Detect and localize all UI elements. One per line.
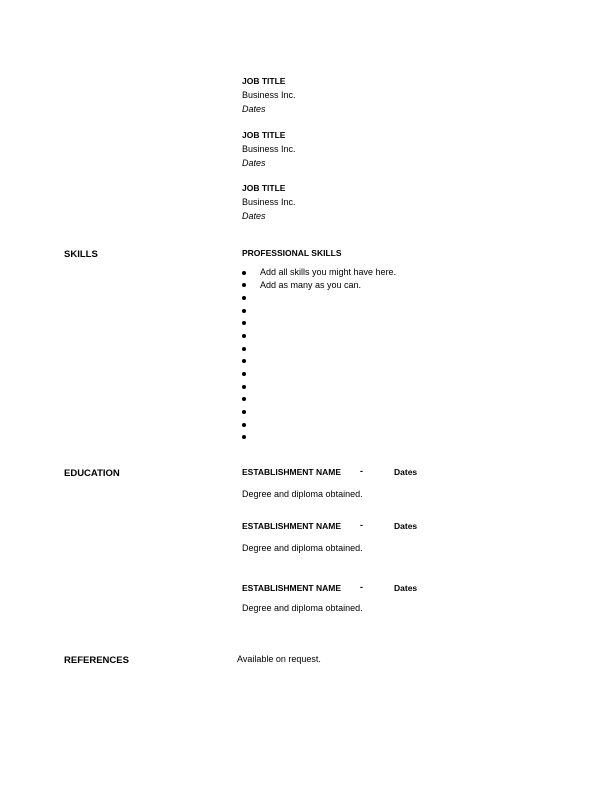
bullet-icon (242, 372, 246, 376)
references-text: Available on request. (237, 654, 321, 664)
skills-label: SKILLS (64, 249, 98, 260)
bullet-icon (242, 359, 246, 363)
establishment-name: ESTABLISHMENT NAME (242, 583, 342, 593)
degree-text: Degree and diploma obtained. (242, 489, 363, 499)
education-separator: - (360, 466, 363, 476)
job-dates: Dates (242, 104, 266, 114)
bullet-icon (242, 271, 246, 275)
professional-skills-heading: PROFESSIONAL SKILLS (242, 248, 342, 258)
bullet-icon (242, 435, 246, 439)
bullet-icon (242, 423, 246, 427)
job-dates: Dates (242, 211, 266, 221)
bullet-icon (242, 410, 246, 414)
bullet-icon (242, 397, 246, 401)
job-dates: Dates (242, 158, 266, 168)
job-company: Business Inc. (242, 90, 296, 100)
bullet-icon (242, 283, 246, 287)
bullet-icon (242, 385, 246, 389)
job-company: Business Inc. (242, 144, 296, 154)
education-separator: - (360, 582, 363, 592)
education-label: EDUCATION (64, 468, 120, 479)
bullet-icon (242, 296, 246, 300)
degree-text: Degree and diploma obtained. (242, 543, 363, 553)
education-dates: Dates (394, 467, 418, 477)
degree-text: Degree and diploma obtained. (242, 603, 363, 613)
job-company: Business Inc. (242, 197, 296, 207)
skill-text: Add as many as you can. (260, 279, 362, 290)
job-title: JOB TITLE (242, 76, 286, 86)
establishment-name: ESTABLISHMENT NAME (242, 521, 342, 531)
education-separator: - (360, 520, 363, 530)
bullet-icon (242, 321, 246, 325)
establishment-name: ESTABLISHMENT NAME (242, 467, 342, 477)
skill-text: Add all skills you might have here. (260, 267, 397, 277)
references-label: REFERENCES (64, 655, 129, 666)
bullet-icon (242, 334, 246, 338)
job-title: JOB TITLE (242, 130, 286, 140)
education-dates: Dates (394, 583, 418, 593)
bullet-icon (242, 347, 246, 351)
bullet-icon (242, 309, 246, 313)
education-dates: Dates (394, 521, 418, 531)
job-title: JOB TITLE (242, 183, 286, 193)
